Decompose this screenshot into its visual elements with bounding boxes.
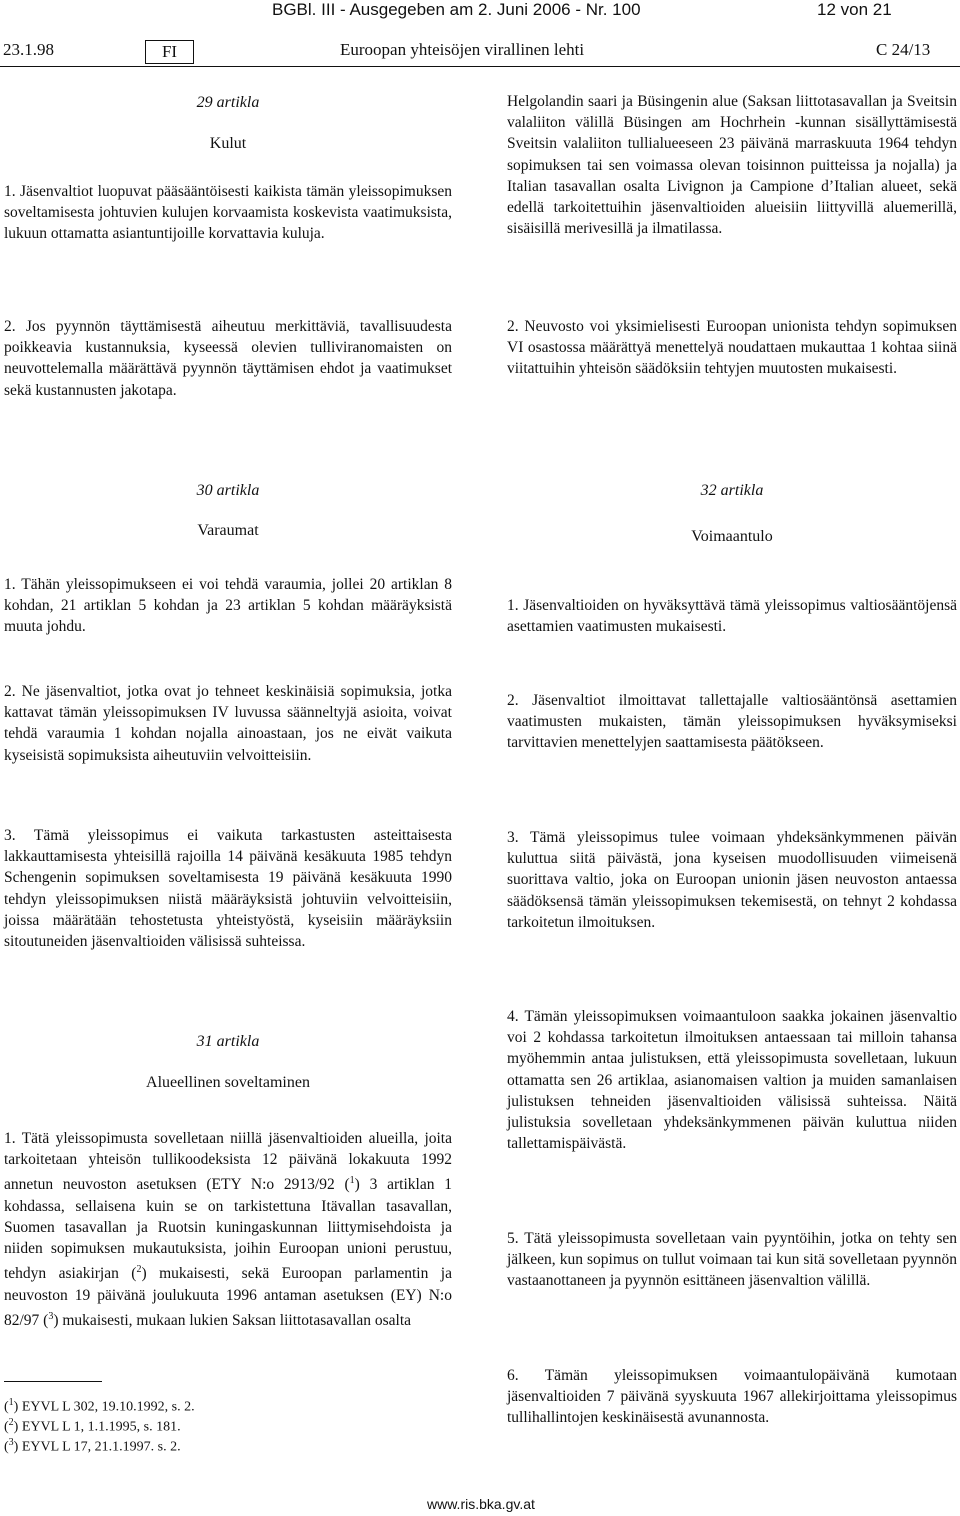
footnote-ref-2[interactable]: 2	[136, 1264, 142, 1276]
article-31-number: 31 artikla	[196, 1033, 260, 1050]
article-29-number: 29 artikla	[196, 94, 260, 111]
footnote-2-number: 2	[8, 1417, 14, 1428]
journal-reference: C 24/13	[876, 40, 931, 59]
journal-title: Euroopan yhteisöjen virallinen lehti	[340, 40, 585, 59]
footnote-ref-3[interactable]: 3	[48, 1310, 54, 1322]
article-30-number: 30 artikla	[196, 482, 260, 499]
article-31-paragraph-2: 2. Neuvosto voi yksimielisesti Euroopan unionista tehdyn sopimuksen VI osastossa määrättyä menettelyä noudattaen mukauttaa 1 kohtaa siinä viitattuihin yhteisön säädöksiin tehtyjen muutosten mukaisesti.	[507, 318, 957, 378]
footnote-3-text: EYVL L 17, 21.1.1997. s. 2.	[21, 1439, 181, 1455]
article-31-text-d: ) mukaisesti, mukaan lukien Saksan liittotasavallan osalta	[53, 1312, 412, 1330]
footnote-2-text: EYVL L 1, 1.1.1995, s. 181.	[21, 1419, 181, 1435]
language-box: FI	[145, 40, 194, 64]
footnote-1: ($^1$) EYVL L 302, 19.10.1992, s. 2.	[4, 1397, 195, 1415]
footnote-2: ($^2$) EYVL L 1, 1.1.1995, s. 181.	[4, 1417, 181, 1435]
article-32-number: 32 artikla	[700, 482, 764, 499]
bgbl-header: BGBl. III - Ausgegeben am 2. Juni 2006 - Nr. 100	[272, 0, 641, 19]
footnote-rule	[4, 1381, 102, 1382]
article-31-title: Alueellinen soveltaminen	[146, 1074, 310, 1091]
article-31-text-c: ) mukaisesti, sekä Euroopan parlamentin ja neuvoston 19 päivänä joulukuuta 1996 antaman asetuksen (EY) N:o 82/97 (	[4, 1265, 452, 1330]
footnote-1-text: EYVL L 302, 19.10.1992, s. 2.	[21, 1399, 195, 1415]
page-counter: 12 von 21	[817, 0, 892, 19]
article-31-text-b: ) 3 artiklan 1 kohdassa, sellaisena kuin se on tarkistettuna Itävallan tasavallan, Suomen tasavallan ja Ruotsin kuningaskunnan liittymisehdoista ja niiden sopimuksen mukautuksista, joihin Euroopan unioni perustuu, tehdyn asiakirjan (	[4, 1176, 452, 1283]
article-32-title: Voimaantulo	[691, 528, 773, 545]
article-32-paragraph-2: 2. Jäsenvaltiot ilmoittavat tallettajalle valtiosääntönsä asettamien vaatimusten mukaisten, tämän yleissopimuksen hyväksymiseksi tarvittavien menettelyjen saattamisesta päätökseen.	[507, 692, 957, 752]
footnote-3-number: 3	[8, 1437, 14, 1448]
article-32-paragraph-5: 5. Tätä yleissopimusta sovelletaan vain pyyntöihin, jotka on tehty sen jälkeen, kun sopimus on tullut voimaan tai kun sitä sovelletaan pyynnön vastaanottaneen ja pyynnön esittäneen jäsenvaltion välillä.	[507, 1230, 957, 1290]
article-29-paragraph-1: 1. Jäsenvaltiot luopuvat pääsääntöisesti kaikista tämän yleissopimuksen soveltamisesta johtuvien kulujen korvaamista koskevista vaatimuksista, lukuun ottamatta asiantuntijoille korvattavia kuluja.	[4, 183, 452, 243]
article-29-title: Kulut	[209, 135, 247, 152]
article-30-title: Varaumat	[197, 522, 259, 539]
article-32-paragraph-4: 4. Tämän yleissopimuksen voimaantuloon saakka jokainen jäsenvaltio voi 2 kohdassa tarkoitetun ilmoituksen antaessaan tai milloin tahansa myöhemmin antaa julistuksen, että yleissopimusta sovelletaan, lukuun ottamatta sen 26 artiklaa, asianomaisen valtion ja muiden samanlaisen julistuksen tehneiden jäsenvaltioiden välisissä suhteissa. Näitä julistuksia sovelletaan yhdeksänkymmenen päivän kuluttua niiden tallettamispäivästä.	[507, 1008, 957, 1153]
footnote-ref-1[interactable]: 1	[349, 1175, 355, 1187]
article-32-paragraph-6: 6. Tämän yleissopimuksen voimaantulopäivänä kumotaan jäsenvaltioiden 7 päivänä syyskuuta 1967 allekirjoittama yleissopimus tullihallintojen keskinäisestä avunannosta.	[507, 1367, 957, 1427]
journal-date: 23.1.98	[3, 40, 54, 59]
article-31-paragraph-1	[4, 1128, 452, 1331]
header-rule	[0, 66, 960, 67]
article-30-paragraph-1: 1. Tähän yleissopimukseen ei voi tehdä varaumia, jollei 20 artiklan 8 kohdan, 21 artiklan 5 kohdan ja 23 artiklan 5 kohdan määräyksistä muuta johdu.	[4, 576, 452, 636]
article-31-continuation: Helgolandin saari ja Büsingenin alue (Saksan liittotasavallan ja Sveitsin valaliiton välillä Büsingen am Hochrhein -kunnan sisällyttämisestä Sveitsin valaliiton tullialueeseen 23 päivänä marraskuuta 1964 tehdyn sopimuksen tai sen voimassa olevan toisinnon puitteissa ja nojalla) ja Italian tasavallan osalta Livignon ja Campione d’Italian alueet, sekä edellä tarkoitettuihin jäsenvaltioiden alueisiin liittyvillä aluemerillä, sisäisillä merivesillä ja ilmatilassa.	[507, 93, 957, 238]
article-31-text-a: 1. Tätä yleissopimusta sovelletaan niillä jäsenvaltioiden alueilla, joita tarkoitetaan yhteisön tullikoodeksista 12 päivänä lokakuuta 1992 annetun neuvoston asetuksen (ETY N:o 2913/92 (	[4, 1130, 452, 1194]
journal-header	[0, 40, 960, 66]
article-32-paragraph-1: 1. Jäsenvaltioiden on hyväksyttävä tämä yleissopimus valtiosääntöjensä asettamien vaatimusten mukaisesti.	[507, 597, 957, 636]
footer-url[interactable]: www.ris.bka.gv.at	[427, 1496, 535, 1512]
footnote-3: ($^3$) EYVL L 17, 21.1.1997. s. 2.	[4, 1437, 181, 1455]
article-30-paragraph-2: 2. Ne jäsenvaltiot, jotka ovat jo tehneet keskinäisiä sopimuksia, jotka kattavat tämän yleissopimuksen IV luvussa säänneltyjä asioita, voivat tehdä varaumia 1 kohdan nojalla ainoastaan, jos ne eivät vaikuta kyseisistä sopimuksista aiheutuviin velvoitteisiin.	[4, 683, 452, 764]
footnote-1-number: 1	[8, 1397, 14, 1408]
article-29-paragraph-2: 2. Jos pyynnön täyttämisestä aiheutuu merkittäviä, tavallisuudesta poikkeavia kustannuksia, kyseessä olevien tulliviranomaisten on neuvottelemalla määrättävä pyynnön täyttämisen ehdot ja vaatimukset sekä kustannusten jakotapa.	[4, 318, 452, 399]
article-32-paragraph-3: 3. Tämä yleissopimus tulee voimaan yhdeksänkymmenen päivän kuluttua siitä päivästä, jona kyseisen muodollisuuden viimeisenä suorittava valtio, joka on Euroopan unionin jäsen neuvoston antaessa säädöksensä tämän yleissopimuksen tekemisestä, on tehnyt 2 kohdassa tarkoitetun ilmoituksen.	[507, 829, 957, 931]
article-30-paragraph-3: 3. Tämä yleissopimus ei vaikuta tarkastusten asteittaisesta lakkauttamisesta yhteisillä rajoilla 14 päivänä kesäkuuta 1985 tehdyn Schengenin sopimuksen soveltamisesta 19 päivänä kesäkuuta 1990 tehdyn yleissopimuksen niistä määräyksistä johtuviin velvoitteisiin, joissa määrätään tehostetusta yhteistyöstä, kyseisiin määräyksiin sitoutuneiden jäsenvaltioiden välisissä suhteissa.	[4, 827, 452, 951]
